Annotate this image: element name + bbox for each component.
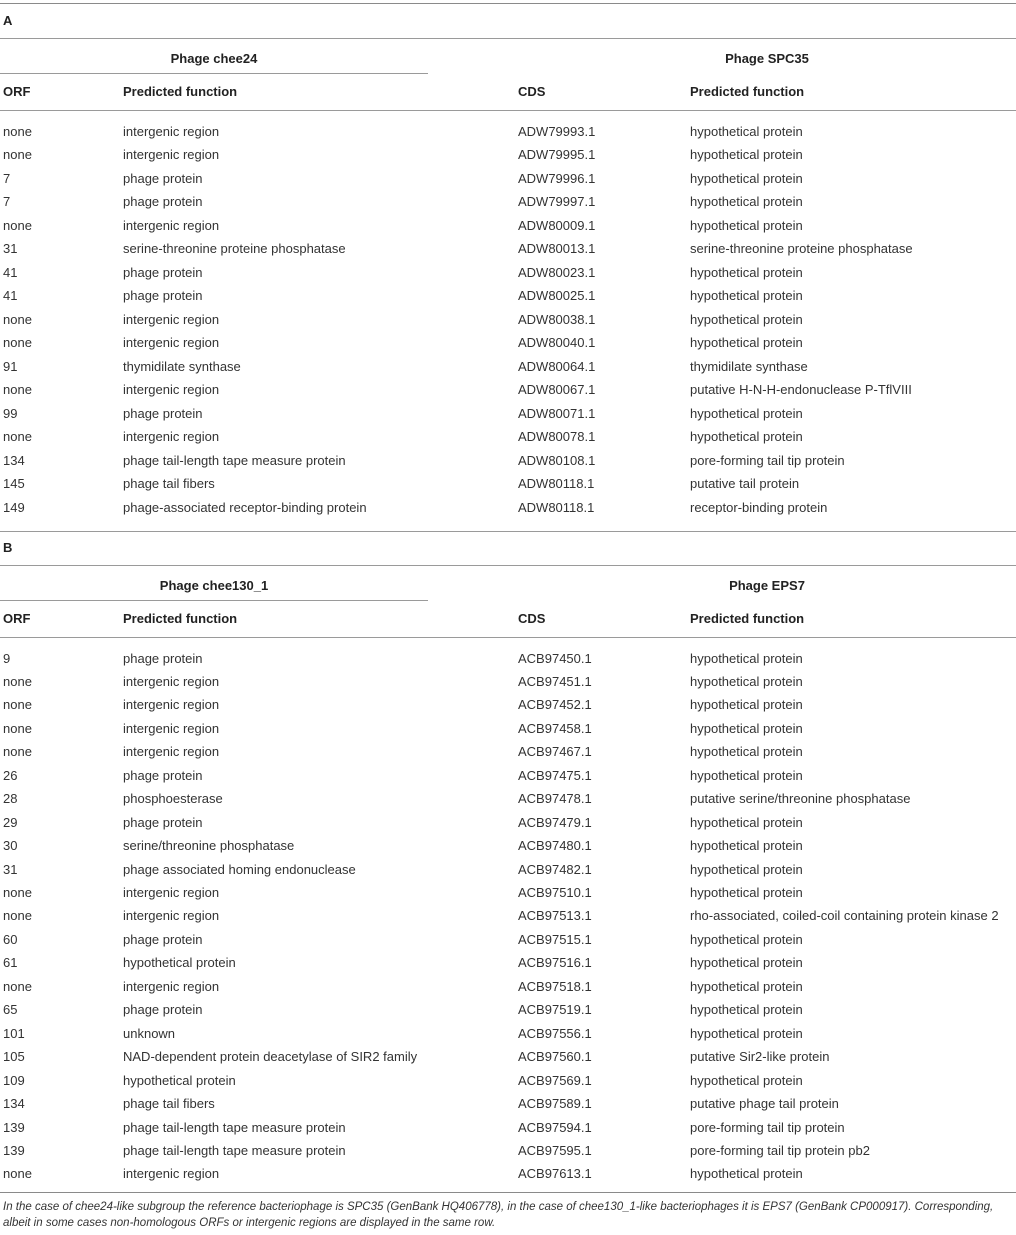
function-cell: phage-associated receptor-binding protein bbox=[123, 499, 367, 515]
orf-cell: 139 bbox=[3, 1142, 25, 1158]
reference-function-cell: serine-threonine proteine phosphatase bbox=[690, 241, 913, 256]
cds-cell: ACB97516.1 bbox=[518, 955, 592, 971]
reference-function-cell: hypothetical protein bbox=[690, 147, 803, 162]
cds-cell: ADW80040.1 bbox=[518, 335, 596, 350]
orf-cell: 31 bbox=[3, 241, 18, 256]
cds-cell: ADW80067.1 bbox=[518, 382, 596, 397]
orf-cell: none bbox=[3, 978, 32, 994]
cds-cell: ACB97513.1 bbox=[518, 908, 592, 924]
table-row bbox=[0, 261, 1016, 284]
table-top-rule bbox=[0, 3, 1016, 4]
orf-cell: 109 bbox=[3, 1072, 25, 1088]
reference-function-cell: putative tail protein bbox=[690, 476, 800, 491]
table-row bbox=[0, 670, 1016, 693]
reference-function-cell: hypothetical protein bbox=[690, 1002, 803, 1018]
function-cell: intergenic region bbox=[123, 978, 220, 994]
function-cell: unknown bbox=[123, 1025, 176, 1041]
table-row bbox=[0, 1069, 1016, 1092]
section-b-top-rule bbox=[0, 531, 1016, 532]
table-row bbox=[0, 951, 1016, 974]
col-header-function-left-b: Predicted function bbox=[123, 611, 238, 626]
reference-function-cell: hypothetical protein bbox=[690, 650, 803, 666]
table-row bbox=[0, 1045, 1016, 1068]
table-row bbox=[0, 496, 1016, 519]
function-cell: intergenic region bbox=[123, 311, 220, 327]
orf-cell: 91 bbox=[3, 358, 18, 374]
table-row bbox=[0, 1139, 1016, 1162]
orf-cell: 149 bbox=[3, 499, 25, 515]
table-row bbox=[0, 811, 1016, 834]
orf-cell: 41 bbox=[3, 264, 18, 280]
function-cell: phage tail fibers bbox=[123, 476, 215, 491]
table-row bbox=[0, 120, 1016, 143]
reference-function-cell: hypothetical protein bbox=[690, 838, 803, 854]
orf-cell: none bbox=[3, 147, 32, 162]
orf-cell: none bbox=[3, 673, 32, 689]
function-cell: hypothetical protein bbox=[123, 955, 236, 971]
cds-cell: ACB97613.1 bbox=[518, 1166, 592, 1182]
function-cell: intergenic region bbox=[123, 720, 220, 736]
table-row bbox=[0, 308, 1016, 331]
orf-cell: none bbox=[3, 311, 32, 327]
cds-cell: ADW80013.1 bbox=[518, 241, 596, 256]
cds-cell: ACB97519.1 bbox=[518, 1002, 592, 1018]
orf-cell: 60 bbox=[3, 931, 18, 947]
cds-cell: ACB97556.1 bbox=[518, 1025, 592, 1041]
reference-function-cell: hypothetical protein bbox=[690, 1025, 803, 1041]
table-row bbox=[0, 834, 1016, 857]
orf-cell: 65 bbox=[3, 1002, 18, 1018]
reference-function-cell: pore-forming tail tip protein pb2 bbox=[690, 1142, 870, 1158]
orf-cell: none bbox=[3, 217, 32, 233]
orf-cell: none bbox=[3, 382, 32, 397]
function-cell: phage tail-length tape measure protein bbox=[123, 1142, 346, 1158]
reference-function-cell: hypothetical protein bbox=[690, 978, 803, 994]
cds-cell: ADW79993.1 bbox=[518, 123, 596, 139]
group-left-underline-b bbox=[0, 600, 428, 601]
reference-function-cell: hypothetical protein bbox=[690, 744, 803, 760]
table-row bbox=[0, 402, 1016, 425]
col-header-orf-b: ORF bbox=[3, 611, 31, 626]
table-row bbox=[0, 284, 1016, 307]
cds-cell: ACB97594.1 bbox=[518, 1119, 592, 1135]
reference-function-cell: hypothetical protein bbox=[690, 720, 803, 736]
orf-cell: none bbox=[3, 744, 32, 760]
orf-cell: 105 bbox=[3, 1049, 25, 1065]
function-cell: intergenic region bbox=[123, 335, 220, 350]
function-cell: intergenic region bbox=[123, 429, 220, 444]
col-header-function-right-b: Predicted function bbox=[690, 611, 805, 626]
function-cell: phage protein bbox=[123, 1002, 203, 1018]
function-cell: phage associated homing endonuclease bbox=[123, 861, 356, 877]
reference-function-cell: pore-forming tail tip protein bbox=[690, 452, 845, 468]
reference-function-cell: hypothetical protein bbox=[690, 288, 803, 303]
orf-cell: none bbox=[3, 123, 32, 139]
reference-function-cell: hypothetical protein bbox=[690, 955, 803, 971]
cds-cell: ACB97560.1 bbox=[518, 1049, 592, 1065]
table-row bbox=[0, 693, 1016, 716]
orf-cell: none bbox=[3, 908, 32, 924]
cds-cell: ADW80071.1 bbox=[518, 405, 596, 421]
table-row bbox=[0, 1092, 1016, 1115]
cds-cell: ADW80064.1 bbox=[518, 358, 596, 374]
table-row bbox=[0, 355, 1016, 378]
cds-cell: ADW80023.1 bbox=[518, 264, 596, 280]
cds-cell: ACB97480.1 bbox=[518, 838, 592, 854]
reference-function-cell: hypothetical protein bbox=[690, 123, 803, 139]
function-cell: phage tail-length tape measure protein bbox=[123, 452, 346, 468]
cds-cell: ACB97450.1 bbox=[518, 650, 592, 666]
orf-cell: 29 bbox=[3, 814, 18, 830]
group-left-title-b: Phage chee130_1 bbox=[159, 578, 269, 593]
cds-cell: ADW80025.1 bbox=[518, 288, 596, 303]
table-footnote: In the case of chee24-like subgroup the reference bacteriophage is SPC35 (GenBank HQ406778), in the case of chee130_1-like bacteriophages it is EPS7 (GenBank CP000917). Corresponding, albeit in some cases non-homologous ORFs or intergenic regions are displayed in the same row. bbox=[3, 1201, 994, 1229]
orf-cell: 9 bbox=[3, 650, 11, 666]
reference-function-cell: putative H-N-H-endonuclease P-TflVIII bbox=[690, 382, 912, 397]
reference-function-cell: pore-forming tail tip protein bbox=[690, 1119, 845, 1135]
group-right-title-a: Phage SPC35 bbox=[725, 51, 809, 66]
cds-cell: ADW80118.1 bbox=[518, 476, 595, 491]
col-header-cds-b: CDS bbox=[518, 611, 546, 626]
table-row bbox=[0, 717, 1016, 740]
orf-cell: 7 bbox=[3, 170, 11, 186]
cds-cell: ADW79996.1 bbox=[518, 170, 596, 186]
function-cell: serine/threonine phosphatase bbox=[123, 838, 295, 854]
reference-function-cell: thymidilate synthase bbox=[690, 358, 808, 374]
table-row bbox=[0, 237, 1016, 260]
table-row bbox=[0, 167, 1016, 190]
cds-cell: ACB97482.1 bbox=[518, 861, 592, 877]
function-cell: phosphoesterase bbox=[123, 791, 223, 807]
reference-function-cell: hypothetical protein bbox=[690, 767, 803, 783]
cds-cell: ADW79995.1 bbox=[518, 147, 596, 162]
reference-function-cell: hypothetical protein bbox=[690, 264, 803, 280]
table-row bbox=[0, 928, 1016, 951]
cds-cell: ACB97479.1 bbox=[518, 814, 592, 830]
reference-function-cell: putative phage tail protein bbox=[690, 1096, 839, 1112]
reference-function-cell: hypothetical protein bbox=[690, 931, 803, 947]
cds-cell: ADW80038.1 bbox=[518, 311, 596, 327]
function-cell: phage protein bbox=[123, 194, 203, 209]
reference-function-cell: hypothetical protein bbox=[690, 335, 803, 350]
cds-cell: ACB97595.1 bbox=[518, 1142, 592, 1158]
orf-cell: none bbox=[3, 429, 32, 444]
function-cell: thymidilate synthase bbox=[123, 358, 241, 374]
col-header-orf-a: ORF bbox=[3, 84, 31, 99]
group-right-title-b: Phage EPS7 bbox=[729, 578, 805, 593]
function-cell: intergenic region bbox=[123, 673, 220, 689]
orf-cell: 139 bbox=[3, 1119, 25, 1135]
table-row bbox=[0, 881, 1016, 904]
table-row bbox=[0, 190, 1016, 213]
col-header-function-right-a: Predicted function bbox=[690, 84, 805, 99]
cds-cell: ACB97518.1 bbox=[518, 978, 592, 994]
table-row bbox=[0, 378, 1016, 401]
function-cell: phage protein bbox=[123, 931, 203, 947]
table-row bbox=[0, 214, 1016, 237]
function-cell: phage protein bbox=[123, 650, 203, 666]
section-b-label: B bbox=[3, 540, 13, 555]
orf-cell: 101 bbox=[3, 1025, 25, 1041]
table-row bbox=[0, 143, 1016, 166]
group-left-title-a: Phage chee24 bbox=[170, 51, 258, 66]
orf-cell: 31 bbox=[3, 861, 18, 877]
table-row bbox=[0, 764, 1016, 787]
table-bottom-rule bbox=[0, 1192, 1016, 1193]
cds-cell: ADW79997.1 bbox=[518, 194, 596, 209]
orf-cell: 26 bbox=[3, 767, 18, 783]
cds-cell: ADW80078.1 bbox=[518, 429, 596, 444]
reference-function-cell: hypothetical protein bbox=[690, 1072, 803, 1088]
reference-function-cell: receptor-binding protein bbox=[690, 499, 828, 515]
cds-cell: ACB97515.1 bbox=[518, 931, 592, 947]
cds-cell: ADW80118.1 bbox=[518, 499, 595, 515]
section-b-rule bbox=[0, 565, 1016, 566]
function-cell: intergenic region bbox=[123, 147, 220, 162]
group-left-underline-a bbox=[0, 73, 428, 74]
cds-cell: ACB97475.1 bbox=[518, 767, 592, 783]
function-cell: intergenic region bbox=[123, 382, 220, 397]
reference-function-cell: hypothetical protein bbox=[690, 311, 803, 327]
cds-cell: ACB97569.1 bbox=[518, 1072, 592, 1088]
function-cell: hypothetical protein bbox=[123, 1072, 236, 1088]
orf-cell: none bbox=[3, 1166, 32, 1182]
orf-cell: 30 bbox=[3, 838, 18, 854]
reference-function-cell: rho-associated, coiled-coil containing protein kinase 2 bbox=[690, 908, 999, 924]
function-cell: phage protein bbox=[123, 814, 203, 830]
reference-function-cell: hypothetical protein bbox=[690, 429, 803, 444]
function-cell: intergenic region bbox=[123, 908, 220, 924]
function-cell: intergenic region bbox=[123, 885, 220, 900]
function-cell: intergenic region bbox=[123, 1166, 220, 1182]
reference-function-cell: hypothetical protein bbox=[690, 673, 803, 689]
orf-cell: none bbox=[3, 720, 32, 736]
table-row bbox=[0, 449, 1016, 472]
table-row bbox=[0, 1162, 1016, 1185]
reference-function-cell: putative Sir2-like protein bbox=[690, 1049, 830, 1065]
table-row bbox=[0, 1022, 1016, 1045]
orf-cell: 7 bbox=[3, 194, 11, 209]
function-cell: serine-threonine proteine phosphatase bbox=[123, 241, 346, 256]
table-row bbox=[0, 740, 1016, 763]
cds-cell: ADW80009.1 bbox=[518, 217, 596, 233]
cds-cell: ACB97589.1 bbox=[518, 1096, 592, 1112]
cds-cell: ACB97451.1 bbox=[518, 673, 592, 689]
function-cell: phage protein bbox=[123, 264, 203, 280]
table-row bbox=[0, 787, 1016, 810]
reference-function-cell: hypothetical protein bbox=[690, 861, 803, 877]
reference-function-cell: hypothetical protein bbox=[690, 885, 803, 900]
function-cell: intergenic region bbox=[123, 217, 220, 233]
cds-cell: ACB97467.1 bbox=[518, 744, 592, 760]
function-cell: phage tail fibers bbox=[123, 1096, 215, 1112]
table-row bbox=[0, 858, 1016, 881]
col-header-function-left-a: Predicted function bbox=[123, 84, 238, 99]
table-row bbox=[0, 904, 1016, 927]
header-rule-b bbox=[0, 637, 1016, 638]
table-row bbox=[0, 975, 1016, 998]
table-row bbox=[0, 647, 1016, 670]
table-row bbox=[0, 472, 1016, 495]
orf-cell: 28 bbox=[3, 791, 18, 807]
reference-function-cell: hypothetical protein bbox=[690, 194, 803, 209]
reference-function-cell: hypothetical protein bbox=[690, 405, 803, 421]
orf-cell: none bbox=[3, 335, 32, 350]
orf-cell: 99 bbox=[3, 405, 18, 421]
orf-cell: 134 bbox=[3, 1096, 25, 1112]
reference-function-cell: hypothetical protein bbox=[690, 170, 803, 186]
section-a-label: A bbox=[3, 13, 13, 28]
orf-cell: 145 bbox=[3, 476, 25, 491]
orf-cell: 41 bbox=[3, 288, 18, 303]
table-row bbox=[0, 425, 1016, 448]
orf-cell: 134 bbox=[3, 452, 25, 468]
cds-cell: ADW80108.1 bbox=[518, 452, 596, 468]
reference-function-cell: hypothetical protein bbox=[690, 1166, 803, 1182]
col-header-cds-a: CDS bbox=[518, 84, 546, 99]
reference-function-cell: hypothetical protein bbox=[690, 217, 803, 233]
function-cell: intergenic region bbox=[123, 697, 220, 713]
function-cell: phage tail-length tape measure protein bbox=[123, 1119, 346, 1135]
reference-function-cell: hypothetical protein bbox=[690, 697, 803, 713]
table-row bbox=[0, 1116, 1016, 1139]
function-cell: phage protein bbox=[123, 170, 203, 186]
table-row bbox=[0, 998, 1016, 1021]
cds-cell: ACB97510.1 bbox=[518, 885, 592, 900]
function-cell: phage protein bbox=[123, 288, 203, 303]
orf-cell: none bbox=[3, 697, 32, 713]
function-cell: phage protein bbox=[123, 405, 203, 421]
function-cell: intergenic region bbox=[123, 123, 220, 139]
reference-function-cell: hypothetical protein bbox=[690, 814, 803, 830]
header-rule-a bbox=[0, 110, 1016, 111]
cds-cell: ACB97478.1 bbox=[518, 791, 592, 807]
cds-cell: ACB97452.1 bbox=[518, 697, 592, 713]
orf-cell: none bbox=[3, 885, 32, 900]
section-a-rule bbox=[0, 38, 1016, 39]
table-row bbox=[0, 331, 1016, 354]
function-cell: NAD-dependent protein deacetylase of SIR2 family bbox=[123, 1049, 418, 1065]
reference-function-cell: putative serine/threonine phosphatase bbox=[690, 791, 911, 807]
cds-cell: ACB97458.1 bbox=[518, 720, 592, 736]
function-cell: phage protein bbox=[123, 767, 203, 783]
orf-cell: 61 bbox=[3, 955, 18, 971]
function-cell: intergenic region bbox=[123, 744, 220, 760]
